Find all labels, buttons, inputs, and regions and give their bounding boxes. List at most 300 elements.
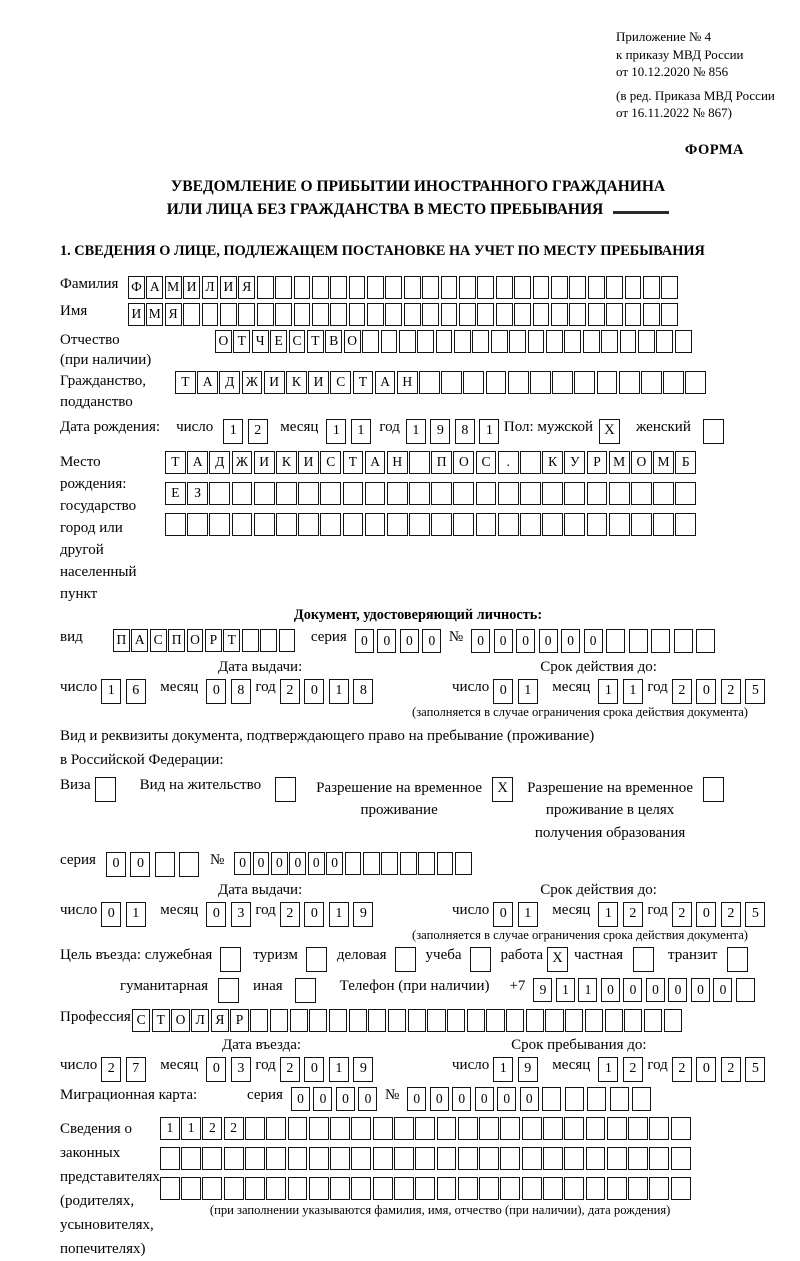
char-box[interactable]: 1 — [181, 1117, 201, 1140]
char-box[interactable] — [467, 1009, 485, 1032]
char-box[interactable] — [587, 513, 608, 536]
char-box[interactable]: И — [220, 276, 237, 299]
char-box[interactable] — [638, 330, 655, 353]
char-box[interactable]: З — [187, 482, 208, 505]
char-box[interactable]: 0 — [430, 1087, 449, 1111]
char-box[interactable] — [183, 303, 200, 326]
residence-permit-checkbox[interactable] — [275, 777, 296, 802]
char-box[interactable] — [661, 276, 678, 299]
purpose-study-checkbox[interactable] — [470, 947, 491, 972]
char-box[interactable] — [368, 1009, 386, 1032]
char-box[interactable] — [628, 1117, 648, 1140]
char-box[interactable]: 2 — [280, 1057, 300, 1082]
char-box[interactable]: 0 — [313, 1087, 332, 1111]
char-box[interactable] — [394, 1177, 414, 1200]
char-box[interactable]: 5 — [745, 679, 765, 704]
char-box[interactable]: 1 — [479, 419, 499, 444]
char-box[interactable]: 0 — [400, 629, 419, 653]
char-box[interactable] — [254, 513, 275, 536]
char-box[interactable] — [500, 1117, 520, 1140]
char-box[interactable] — [250, 1009, 268, 1032]
char-box[interactable] — [363, 852, 380, 875]
char-box[interactable]: Л — [202, 276, 219, 299]
char-box[interactable] — [455, 852, 472, 875]
char-box[interactable] — [275, 276, 292, 299]
char-box[interactable]: 9 — [518, 1057, 538, 1082]
char-box[interactable]: Т — [165, 451, 186, 474]
char-box[interactable]: М — [609, 451, 630, 474]
char-box[interactable] — [187, 513, 208, 536]
char-box[interactable] — [564, 1147, 584, 1170]
char-box[interactable] — [453, 513, 474, 536]
char-box[interactable] — [165, 513, 186, 536]
char-box[interactable] — [476, 513, 497, 536]
char-box[interactable] — [232, 513, 253, 536]
char-box[interactable] — [661, 303, 678, 326]
char-box[interactable]: И — [308, 371, 329, 394]
char-box[interactable] — [312, 303, 329, 326]
char-box[interactable] — [644, 1009, 662, 1032]
char-box[interactable] — [671, 1147, 691, 1170]
char-box[interactable] — [641, 371, 662, 394]
char-box[interactable]: 1 — [598, 679, 618, 704]
char-box[interactable] — [387, 513, 408, 536]
char-box[interactable] — [651, 629, 670, 653]
char-box[interactable] — [381, 330, 398, 353]
char-box[interactable] — [245, 1177, 265, 1200]
char-box[interactable] — [542, 482, 563, 505]
char-box[interactable] — [543, 1147, 563, 1170]
char-box[interactable] — [479, 1117, 499, 1140]
char-box[interactable] — [664, 1009, 682, 1032]
char-box[interactable]: Р — [230, 1009, 248, 1032]
char-box[interactable]: Я — [238, 276, 255, 299]
char-box[interactable]: 2 — [623, 1057, 643, 1082]
char-box[interactable]: А — [375, 371, 396, 394]
char-box[interactable]: 3 — [231, 902, 251, 927]
char-box[interactable] — [620, 330, 637, 353]
char-box[interactable]: О — [171, 1009, 189, 1032]
char-box[interactable]: 1 — [623, 679, 643, 704]
char-box[interactable] — [260, 629, 277, 652]
char-box[interactable]: 0 — [234, 852, 251, 875]
char-box[interactable] — [394, 1147, 414, 1170]
char-box[interactable]: К — [542, 451, 563, 474]
char-box[interactable] — [643, 303, 660, 326]
char-box[interactable]: Т — [307, 330, 324, 353]
char-box[interactable] — [441, 303, 458, 326]
char-box[interactable]: О — [631, 451, 652, 474]
char-box[interactable] — [624, 1009, 642, 1032]
char-box[interactable] — [736, 978, 755, 1002]
char-box[interactable]: 0 — [494, 629, 513, 653]
char-box[interactable] — [542, 1087, 561, 1111]
char-box[interactable]: Т — [223, 629, 240, 652]
char-box[interactable]: 2 — [623, 902, 643, 927]
char-box[interactable] — [653, 482, 674, 505]
char-box[interactable]: Д — [219, 371, 240, 394]
char-box[interactable] — [436, 330, 453, 353]
char-box[interactable] — [486, 371, 507, 394]
char-box[interactable] — [671, 1177, 691, 1200]
char-box[interactable] — [385, 303, 402, 326]
char-box[interactable]: 1 — [160, 1117, 180, 1140]
char-box[interactable] — [329, 1009, 347, 1032]
char-box[interactable]: В — [325, 330, 342, 353]
char-box[interactable] — [266, 1147, 286, 1170]
char-box[interactable] — [625, 303, 642, 326]
purpose-work-checkbox[interactable]: X — [547, 947, 568, 972]
char-box[interactable] — [224, 1177, 244, 1200]
char-box[interactable] — [181, 1177, 201, 1200]
char-box[interactable]: 0 — [206, 1057, 226, 1082]
char-box[interactable] — [685, 371, 706, 394]
char-box[interactable]: 0 — [452, 1087, 471, 1111]
char-box[interactable] — [514, 276, 531, 299]
char-box[interactable] — [320, 513, 341, 536]
purpose-transit-checkbox[interactable] — [727, 947, 748, 972]
char-box[interactable] — [367, 276, 384, 299]
char-box[interactable]: У — [564, 451, 585, 474]
visa-checkbox[interactable] — [95, 777, 116, 802]
char-box[interactable]: Т — [152, 1009, 170, 1032]
char-box[interactable] — [437, 1117, 457, 1140]
char-box[interactable]: М — [165, 276, 182, 299]
char-box[interactable] — [479, 1177, 499, 1200]
char-box[interactable]: 0 — [539, 629, 558, 653]
char-box[interactable]: М — [653, 451, 674, 474]
char-box[interactable] — [351, 1177, 371, 1200]
char-box[interactable]: Ч — [252, 330, 269, 353]
char-box[interactable]: 0 — [336, 1087, 355, 1111]
char-box[interactable] — [649, 1147, 669, 1170]
char-box[interactable]: Т — [175, 371, 196, 394]
char-box[interactable] — [454, 330, 471, 353]
char-box[interactable] — [155, 852, 175, 877]
char-box[interactable]: И — [254, 451, 275, 474]
char-box[interactable] — [500, 1147, 520, 1170]
char-box[interactable] — [404, 303, 421, 326]
char-box[interactable] — [202, 303, 219, 326]
char-box[interactable]: Т — [233, 330, 250, 353]
char-box[interactable] — [533, 303, 550, 326]
char-box[interactable]: А — [146, 276, 163, 299]
char-box[interactable]: . — [498, 451, 519, 474]
char-box[interactable] — [671, 1117, 691, 1140]
char-box[interactable]: С — [289, 330, 306, 353]
char-box[interactable] — [574, 371, 595, 394]
char-box[interactable] — [349, 303, 366, 326]
char-box[interactable]: 1 — [598, 902, 618, 927]
char-box[interactable]: О — [453, 451, 474, 474]
char-box[interactable] — [543, 1117, 563, 1140]
char-box[interactable]: Ж — [232, 451, 253, 474]
char-box[interactable] — [585, 1009, 603, 1032]
char-box[interactable] — [400, 852, 417, 875]
char-box[interactable] — [486, 1009, 504, 1032]
female-checkbox[interactable] — [703, 419, 724, 444]
char-box[interactable]: 0 — [601, 978, 620, 1002]
char-box[interactable] — [309, 1009, 327, 1032]
char-box[interactable] — [543, 1177, 563, 1200]
char-box[interactable] — [276, 482, 297, 505]
char-box[interactable] — [294, 303, 311, 326]
char-box[interactable]: 0 — [304, 679, 324, 704]
char-box[interactable] — [472, 330, 489, 353]
char-box[interactable] — [458, 1177, 478, 1200]
char-box[interactable] — [343, 482, 364, 505]
char-box[interactable]: 2 — [101, 1057, 121, 1082]
char-box[interactable] — [653, 513, 674, 536]
char-box[interactable] — [415, 1177, 435, 1200]
char-box[interactable]: 0 — [206, 902, 226, 927]
char-box[interactable]: 1 — [351, 419, 371, 444]
char-box[interactable]: И — [298, 451, 319, 474]
char-box[interactable]: 2 — [280, 679, 300, 704]
char-box[interactable]: 0 — [326, 852, 343, 875]
char-box[interactable]: С — [132, 1009, 150, 1032]
char-box[interactable] — [409, 513, 430, 536]
char-box[interactable]: 0 — [713, 978, 732, 1002]
char-box[interactable]: И — [183, 276, 200, 299]
char-box[interactable]: 0 — [520, 1087, 539, 1111]
char-box[interactable]: С — [330, 371, 351, 394]
char-box[interactable] — [309, 1177, 329, 1200]
char-box[interactable]: 2 — [672, 902, 692, 927]
char-box[interactable]: 9 — [430, 419, 450, 444]
char-box[interactable] — [422, 276, 439, 299]
char-box[interactable]: 1 — [598, 1057, 618, 1082]
male-checkbox[interactable]: X — [599, 419, 620, 444]
char-box[interactable] — [294, 276, 311, 299]
char-box[interactable]: Б — [675, 451, 696, 474]
char-box[interactable] — [202, 1177, 222, 1200]
char-box[interactable] — [522, 1177, 542, 1200]
char-box[interactable] — [629, 629, 648, 653]
char-box[interactable] — [496, 303, 513, 326]
char-box[interactable]: 0 — [101, 902, 121, 927]
char-box[interactable] — [520, 513, 541, 536]
char-box[interactable] — [257, 303, 274, 326]
char-box[interactable] — [437, 1147, 457, 1170]
char-box[interactable]: Р — [205, 629, 222, 652]
char-box[interactable]: 7 — [126, 1057, 146, 1082]
char-box[interactable] — [606, 276, 623, 299]
char-box[interactable]: 0 — [206, 679, 226, 704]
char-box[interactable]: О — [344, 330, 361, 353]
char-box[interactable]: 0 — [646, 978, 665, 1002]
char-box[interactable]: 1 — [329, 679, 349, 704]
char-box[interactable] — [609, 482, 630, 505]
char-box[interactable] — [330, 1117, 350, 1140]
char-box[interactable]: Т — [353, 371, 374, 394]
char-box[interactable] — [209, 513, 230, 536]
char-box[interactable] — [254, 482, 275, 505]
char-box[interactable] — [609, 513, 630, 536]
char-box[interactable]: 1 — [518, 679, 538, 704]
char-box[interactable] — [498, 513, 519, 536]
char-box[interactable] — [565, 1009, 583, 1032]
char-box[interactable] — [257, 276, 274, 299]
char-box[interactable] — [362, 330, 379, 353]
char-box[interactable] — [209, 482, 230, 505]
char-box[interactable]: 0 — [475, 1087, 494, 1111]
char-box[interactable] — [381, 852, 398, 875]
char-box[interactable] — [367, 303, 384, 326]
char-box[interactable]: 5 — [745, 1057, 765, 1082]
char-box[interactable] — [408, 1009, 426, 1032]
char-box[interactable]: П — [168, 629, 185, 652]
char-box[interactable] — [245, 1117, 265, 1140]
char-box[interactable]: Е — [165, 482, 186, 505]
char-box[interactable] — [399, 330, 416, 353]
char-box[interactable] — [463, 371, 484, 394]
char-box[interactable] — [674, 629, 693, 653]
char-box[interactable] — [415, 1117, 435, 1140]
char-box[interactable]: А — [365, 451, 386, 474]
char-box[interactable] — [476, 482, 497, 505]
char-box[interactable] — [533, 276, 550, 299]
char-box[interactable] — [276, 513, 297, 536]
char-box[interactable] — [312, 276, 329, 299]
char-box[interactable]: 0 — [623, 978, 642, 1002]
char-box[interactable] — [288, 1117, 308, 1140]
char-box[interactable] — [551, 303, 568, 326]
char-box[interactable]: 2 — [721, 679, 741, 704]
purpose-tourism-checkbox[interactable] — [306, 947, 327, 972]
char-box[interactable] — [417, 330, 434, 353]
char-box[interactable] — [586, 1177, 606, 1200]
char-box[interactable]: А — [131, 629, 148, 652]
char-box[interactable] — [394, 1117, 414, 1140]
char-box[interactable] — [298, 513, 319, 536]
char-box[interactable] — [309, 1147, 329, 1170]
char-box[interactable]: 0 — [355, 629, 374, 653]
char-box[interactable]: 2 — [248, 419, 268, 444]
char-box[interactable] — [330, 1177, 350, 1200]
char-box[interactable]: К — [286, 371, 307, 394]
char-box[interactable]: С — [150, 629, 167, 652]
char-box[interactable] — [522, 1117, 542, 1140]
char-box[interactable] — [588, 276, 605, 299]
char-box[interactable]: 0 — [497, 1087, 516, 1111]
char-box[interactable] — [656, 330, 673, 353]
purpose-humanitarian-checkbox[interactable] — [218, 978, 239, 1003]
purpose-official-checkbox[interactable] — [220, 947, 241, 972]
char-box[interactable] — [242, 629, 259, 652]
char-box[interactable] — [587, 482, 608, 505]
char-box[interactable] — [564, 330, 581, 353]
char-box[interactable] — [458, 1117, 478, 1140]
char-box[interactable] — [508, 371, 529, 394]
char-box[interactable]: 2 — [224, 1117, 244, 1140]
char-box[interactable] — [526, 1009, 544, 1032]
char-box[interactable]: Ф — [128, 276, 145, 299]
char-box[interactable]: 0 — [516, 629, 535, 653]
char-box[interactable] — [224, 1147, 244, 1170]
char-box[interactable]: О — [215, 330, 232, 353]
char-box[interactable] — [586, 1147, 606, 1170]
char-box[interactable]: 1 — [556, 978, 575, 1002]
char-box[interactable]: 2 — [721, 902, 741, 927]
char-box[interactable]: 8 — [353, 679, 373, 704]
char-box[interactable]: 8 — [455, 419, 475, 444]
char-box[interactable]: 0 — [289, 852, 306, 875]
char-box[interactable]: 2 — [672, 679, 692, 704]
char-box[interactable] — [290, 1009, 308, 1032]
char-box[interactable]: 1 — [326, 419, 346, 444]
char-box[interactable] — [437, 1177, 457, 1200]
char-box[interactable] — [601, 330, 618, 353]
char-box[interactable]: К — [276, 451, 297, 474]
char-box[interactable] — [675, 482, 696, 505]
char-box[interactable] — [606, 629, 625, 653]
char-box[interactable] — [441, 276, 458, 299]
char-box[interactable] — [649, 1117, 669, 1140]
char-box[interactable]: 0 — [271, 852, 288, 875]
char-box[interactable]: Д — [209, 451, 230, 474]
char-box[interactable]: 1 — [518, 902, 538, 927]
char-box[interactable] — [564, 513, 585, 536]
char-box[interactable] — [288, 1147, 308, 1170]
char-box[interactable] — [628, 1147, 648, 1170]
char-box[interactable] — [351, 1147, 371, 1170]
char-box[interactable] — [606, 303, 623, 326]
char-box[interactable] — [500, 1177, 520, 1200]
char-box[interactable]: А — [197, 371, 218, 394]
char-box[interactable] — [569, 276, 586, 299]
char-box[interactable] — [409, 451, 430, 474]
char-box[interactable] — [266, 1117, 286, 1140]
char-box[interactable]: Я — [165, 303, 182, 326]
char-box[interactable] — [373, 1177, 393, 1200]
char-box[interactable]: 0 — [407, 1087, 426, 1111]
char-box[interactable] — [530, 371, 551, 394]
char-box[interactable] — [365, 513, 386, 536]
purpose-other-checkbox[interactable] — [295, 978, 316, 1003]
char-box[interactable]: И — [128, 303, 145, 326]
char-box[interactable] — [498, 482, 519, 505]
char-box[interactable] — [415, 1147, 435, 1170]
char-box[interactable] — [631, 482, 652, 505]
char-box[interactable] — [279, 629, 296, 652]
char-box[interactable] — [409, 482, 430, 505]
char-box[interactable] — [220, 303, 237, 326]
char-box[interactable] — [202, 1147, 222, 1170]
char-box[interactable]: Т — [343, 451, 364, 474]
char-box[interactable]: 1 — [126, 902, 146, 927]
char-box[interactable]: 5 — [745, 902, 765, 927]
char-box[interactable] — [351, 1117, 371, 1140]
char-box[interactable]: 1 — [578, 978, 597, 1002]
char-box[interactable] — [631, 513, 652, 536]
char-box[interactable]: 2 — [202, 1117, 222, 1140]
char-box[interactable] — [479, 1147, 499, 1170]
char-box[interactable] — [179, 852, 199, 877]
char-box[interactable] — [569, 303, 586, 326]
char-box[interactable] — [546, 330, 563, 353]
char-box[interactable]: 0 — [493, 679, 513, 704]
char-box[interactable] — [275, 303, 292, 326]
char-box[interactable]: И — [264, 371, 285, 394]
char-box[interactable] — [160, 1147, 180, 1170]
char-box[interactable]: 0 — [696, 679, 716, 704]
char-box[interactable] — [330, 1147, 350, 1170]
char-box[interactable] — [552, 371, 573, 394]
char-box[interactable] — [696, 629, 715, 653]
char-box[interactable]: 1 — [329, 1057, 349, 1082]
char-box[interactable]: 0 — [291, 1087, 310, 1111]
